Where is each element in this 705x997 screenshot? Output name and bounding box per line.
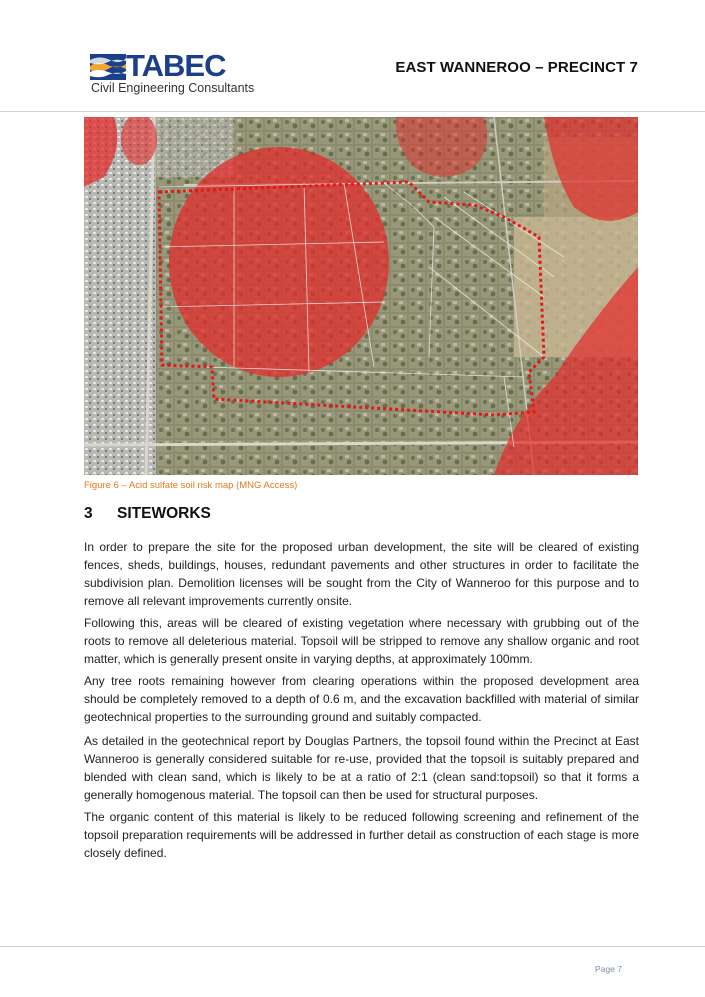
wave-logo-icon <box>88 52 128 82</box>
section-title: SITEWORKS <box>117 505 211 522</box>
acid-sulfate-soil-risk-map <box>84 117 638 475</box>
section-heading <box>84 505 211 523</box>
section-number: 3 <box>84 505 93 522</box>
paragraph: Any tree roots remaining however from clearing operations within the proposed development area should be completely removed to a depth of 0.6 m, and the excavation backfilled with material of similar geotechnical properties to the surrounding ground and suitably compacted. <box>84 674 639 724</box>
footer-divider <box>0 946 705 947</box>
paragraph: Following this, areas will be cleared of existing vegetation where necessary with grubbing out of the roots to remove all deleterious material. Topsoil will be stripped to remove any shallow organic and root matter, which is generally present onsite in varying depths, at approximately 100mm. <box>84 616 639 666</box>
paragraph: In order to prepare the site for the proposed urban development, the site will be cleared of existing fences, sheds, buildings, houses, redundant pavements and other structures in order to facilitate the subdivision plan. Demolition licenses will be sought from the City of Wanneroo for this purpose and to remove all relevant improvements currently onsite. <box>84 540 639 608</box>
header-divider <box>0 111 705 112</box>
page-header-title: EAST WANNEROO – PRECINCT 7 <box>395 59 638 76</box>
tabec-logo <box>88 48 258 98</box>
paragraph: The organic content of this material is likely to be reduced following screening and refinement of the topsoil preparation requirements will be addressed in further detail as construction of each stage is more closely defined. <box>84 810 639 860</box>
figure-caption: Figure 6 – Acid sulfate soil risk map (MNG Access) <box>84 480 298 491</box>
aerial-map-image <box>84 117 638 475</box>
logo-wordmark: TABEC <box>126 48 226 83</box>
page-number: Page 7 <box>595 964 622 974</box>
logo-tagline: Civil Engineering Consultants <box>91 81 255 95</box>
paragraph: As detailed in the geotechnical report by Douglas Partners, the topsoil found within the Precinct at East Wanneroo is generally considered suitable for re-use, provided that the topsoil is suitably prepared and blended with clean sand, which is likely to be at a ratio of 2:1 (clean sand:topsoil) so that it forms a generally homogenous material. The topsoil can then be used for structural purposes. <box>84 734 639 802</box>
